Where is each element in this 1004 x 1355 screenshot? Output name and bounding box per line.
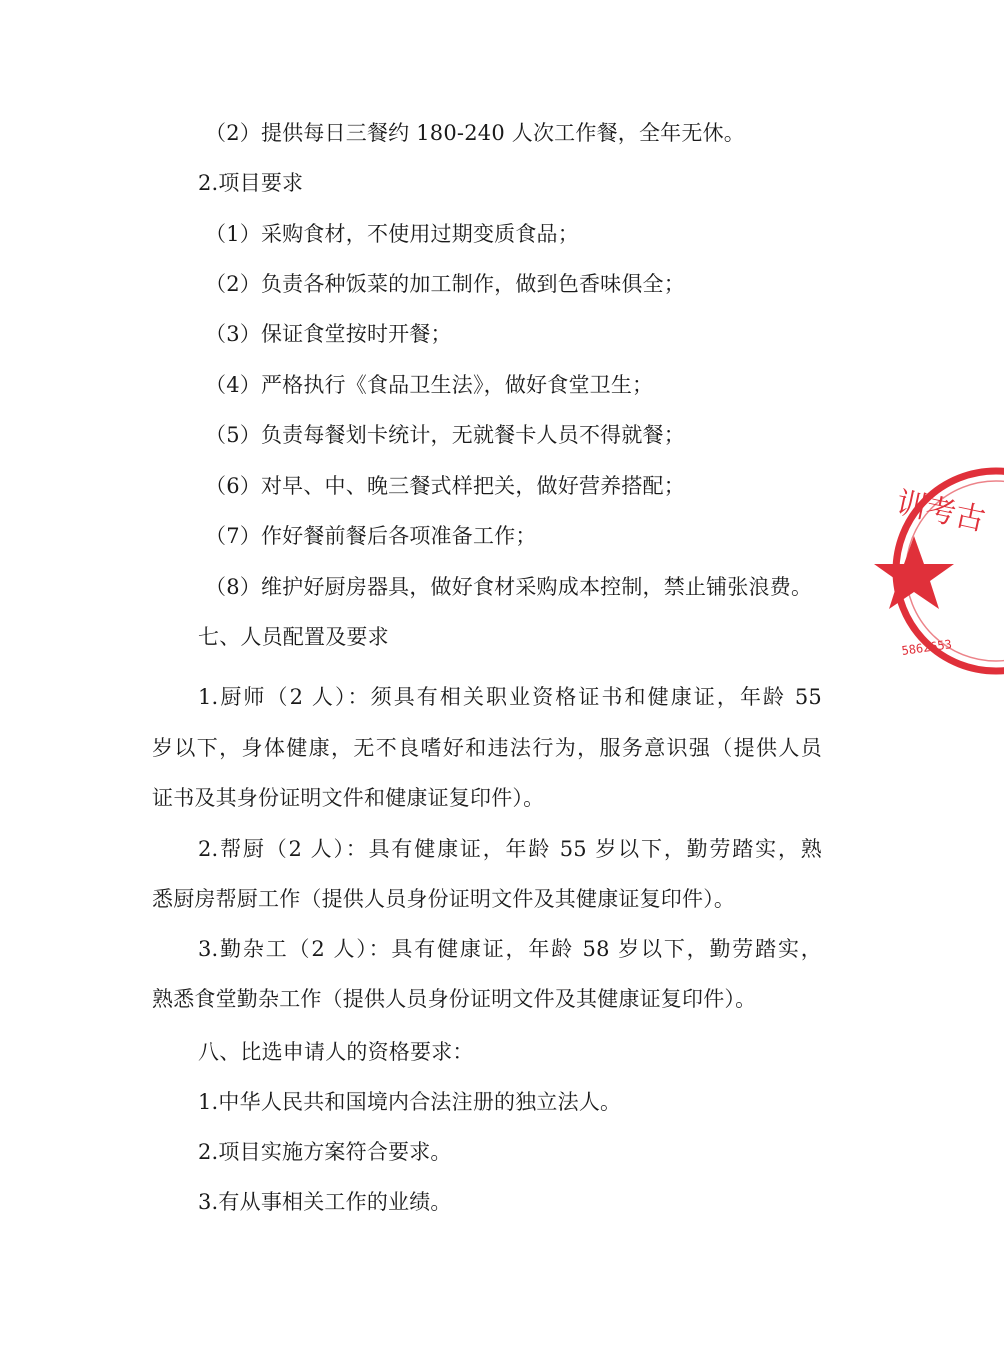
text-line: （6）对早、中、晚三餐式样把关，做好营养搭配； [205,474,685,498]
text-line: （2）提供每日三餐约 180-240 人次工作餐，全年无休。 [205,121,745,145]
text-line: （1）采购食材，不使用过期变质食品； [205,222,579,246]
section-heading: 八、比选申请人的资格要求： [198,1040,474,1064]
text-line: 悉厨房帮厨工作（提供人员身份证明文件及其健康证复印件）。 [152,887,736,911]
text-line: 岁以下，身体健康，无不良嗜好和违法行为，服务意识强（提供人员 [152,736,822,760]
seal-code: 5862653 [900,637,953,659]
text-line: （4）严格执行《食品卫生法》，做好食堂卫生； [205,373,654,397]
seal-star-icon [874,536,954,609]
text-line: （2）负责各种饭菜的加工制作，做到色香味俱全； [205,272,685,296]
text-line: 1.中华人民共和国境内合法注册的独立法人。 [198,1090,622,1114]
section-heading: 2.项目要求 [198,171,304,195]
text-line: 证书及其身份证明文件和健康证复印件）。 [152,786,545,810]
official-seal [884,466,1004,676]
text-line: 1.厨师（2 人）：须具有相关职业资格证书和健康证，年龄 55 [198,685,822,709]
text-line: （3）保证食堂按时开餐； [205,322,452,346]
text-line: （7）作好餐前餐后各项准备工作； [205,524,537,548]
text-line: （5）负责每餐划卡统计，无就餐卡人员不得就餐； [205,423,685,447]
text-line: 3.勤杂工（2 人）：具有健康证，年龄 58 岁以下，勤劳踏实， [198,937,822,961]
text-line: （8）维护好厨房器具，做好食材采购成本控制，禁止铺张浪费。 [205,575,813,599]
text-line: 熟悉食堂勤杂工作（提供人员身份证明文件及其健康证复印件）。 [152,987,757,1011]
text-line: 2.帮厨（2 人）：具有健康证，年龄 55 岁以下，勤劳踏实，熟 [198,837,822,861]
text-line: 3.有从事相关工作的业绩。 [198,1190,452,1214]
section-heading: 七、人员配置及要求 [198,625,389,649]
text-line: 2.项目实施方案符合要求。 [198,1140,452,1164]
seal-text: 训考古 [892,485,989,539]
